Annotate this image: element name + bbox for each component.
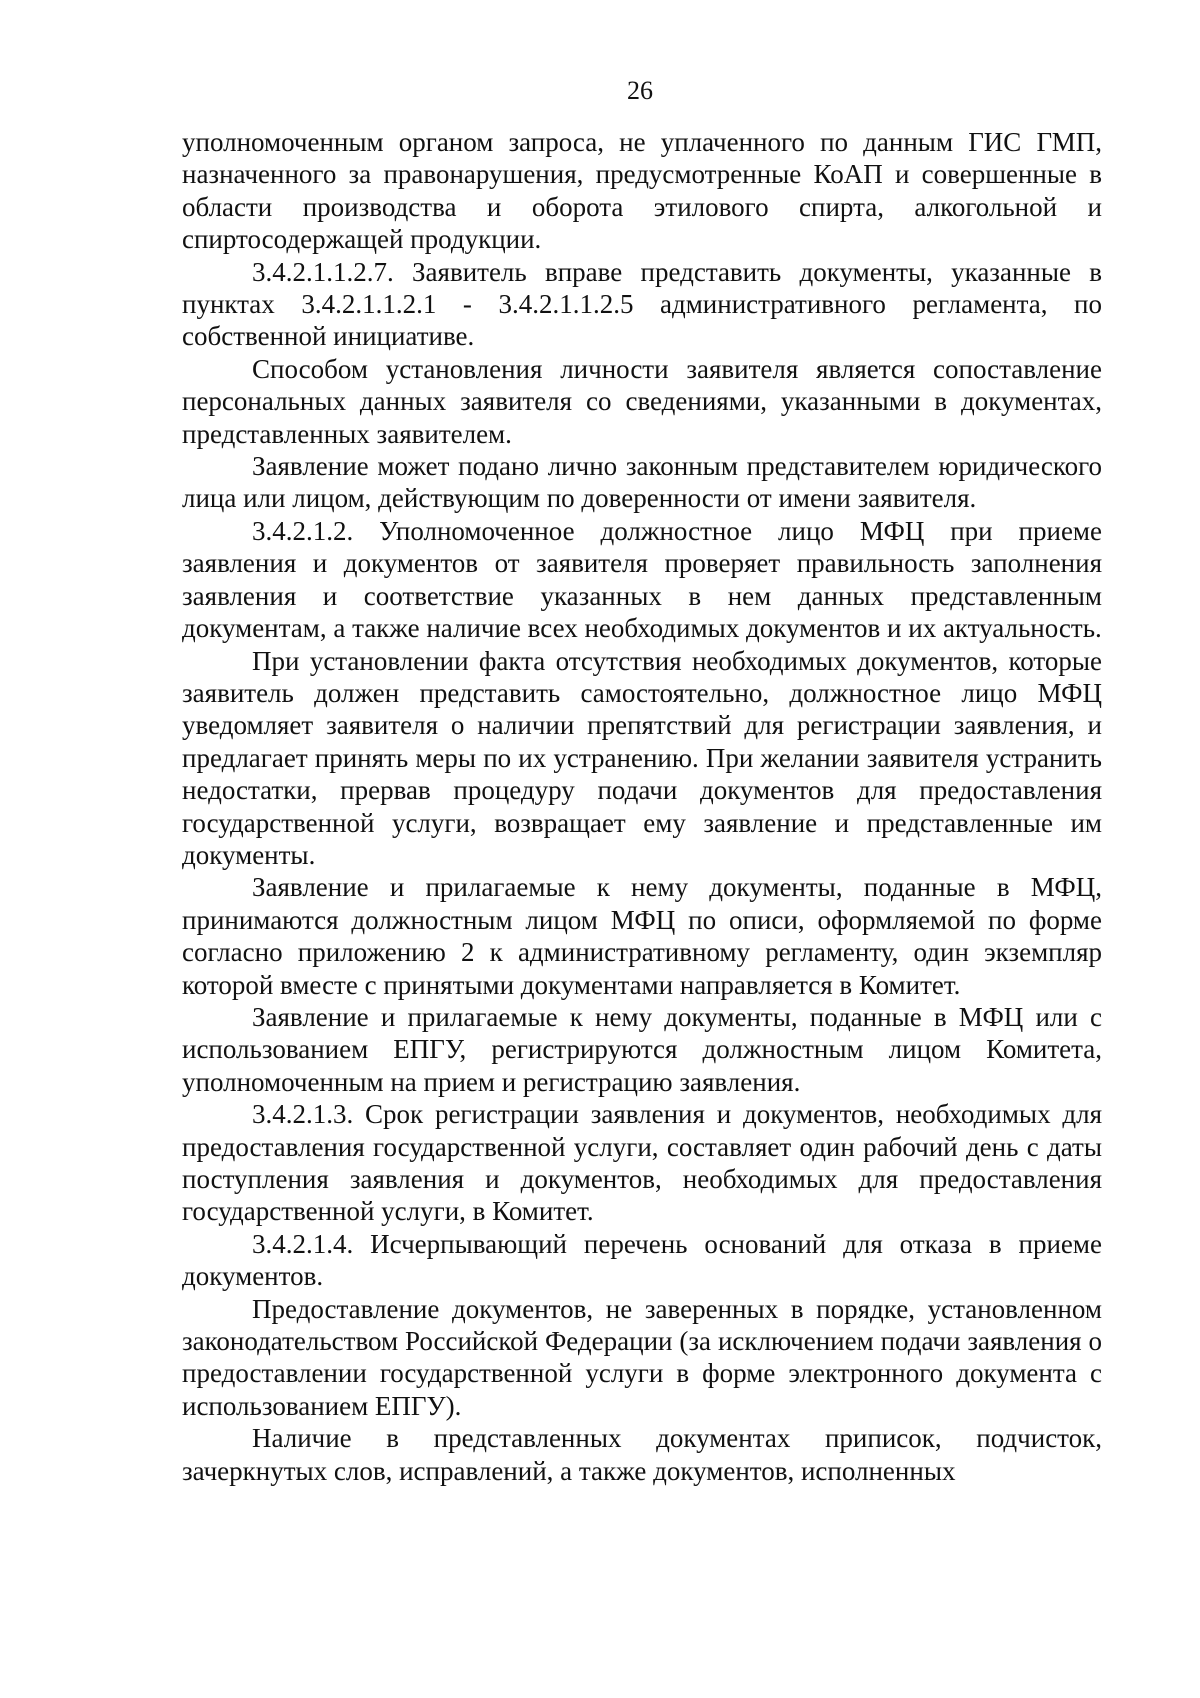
paragraph-application-submission: Заявление может подано лично законным представителем юридического лица или лицом, действующим по доверенности от имени заявителя. — [182, 451, 1102, 514]
paragraph-missing-documents: При установлении факта отсутствия необходимых документов, которые заявитель должен представить самостоятельно, должностное лицо МФЦ уведомляет заявителя о наличии препятствий для регистрации заявления, и предлагает принять меры по их устранению. При желании заявителя устранить недостатки, прервав процедуру подачи документов для предоставления государственной услуги, возвращает ему заявление и представленные им документы. — [182, 645, 1102, 870]
paragraph-corrections: Наличие в представленных документах приписок, подчисток, зачеркнутых слов, исправлений, а также документов, исполненных — [182, 1423, 1102, 1486]
paragraph-3-4-2-1-2: 3.4.2.1.2. Уполномоченное должностное лицо МФЦ при приеме заявления и документов от заявителя проверяет правильность заполнения заявления и соответствие указанных в нем данных представленным документам, а также наличие всех необходимых документов и их актуальность. — [182, 515, 1102, 644]
paragraph-identity-method: Способом установления личности заявителя является сопоставление персональных данных заявителя со сведениями, указанными в документах, представленных заявителем. — [182, 353, 1102, 449]
paragraph-mfc-inventory: Заявление и прилагаемые к нему документы, поданные в МФЦ, принимаются должностным лицом МФЦ по описи, оформляемой по форме согласно приложению 2 к административному регламенту, один экземпляр которой вместе с принятыми документами направляется в Комитет. — [182, 872, 1102, 1000]
paragraph-uncertified-documents: Предоставление документов, не заверенных в порядке, установленном законодательством Российской Федерации (за исключением подачи заявления о предоставлении государственной услуги в форме электронного документа с использованием ЕПГУ). — [182, 1293, 1102, 1421]
paragraph-continuation: уполномоченным органом запроса, не уплаченного по данным ГИС ГМП, назначенного за правонарушения, предусмотренные КоАП и совершенные в области производства и оборота этилового спирта, алкогольной и спиртосодержащей продукции. — [182, 127, 1102, 255]
page-number: 26 — [627, 76, 653, 105]
paragraph-registration: Заявление и прилагаемые к нему документы, поданные в МФЦ или с использованием ЕПГУ, регистрируются должностным лицом Комитета, уполномоченным на прием и регистрацию заявления. — [182, 1001, 1102, 1097]
document-body — [182, 126, 1102, 1487]
paragraph-3-4-2-1-1-2-7: 3.4.2.1.1.2.7. Заявитель вправе представить документы, указанные в пунктах 3.4.2.1.1.2.1 - 3.4.2.1.1.2.5 административного регламента, по собственной инициативе. — [182, 256, 1102, 352]
paragraph-3-4-2-1-4: 3.4.2.1.4. Исчерпывающий перечень оснований для отказа в приеме документов. — [182, 1228, 1102, 1292]
paragraph-3-4-2-1-3: 3.4.2.1.3. Срок регистрации заявления и документов, необходимых для предоставления государственной услуги, составляет один рабочий день с даты поступления заявления и документов, необходимых для предоставления государственной услуги, в Комитет. — [182, 1099, 1102, 1227]
